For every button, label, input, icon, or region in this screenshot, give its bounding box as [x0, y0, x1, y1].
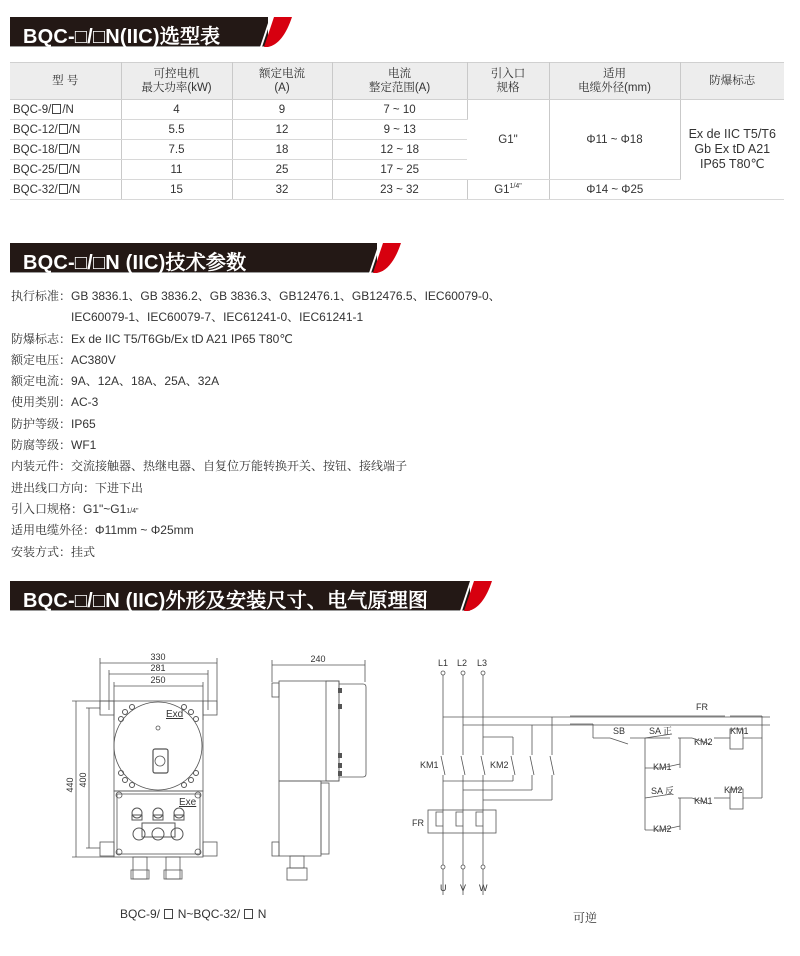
col-cable: 适用 电缆外径(mm): [549, 63, 680, 100]
spec-rated-current: 额定电流：9A、12A、18A、25A、32A: [11, 374, 220, 389]
cell-power: 15: [121, 180, 232, 200]
svg-text:Exd: Exd: [166, 709, 184, 720]
svg-text:FR: FR: [412, 818, 424, 828]
cell-range: 9 ~ 13: [332, 120, 467, 140]
cell-model: BQC-18/ /N: [10, 140, 121, 160]
svg-text:L3: L3: [477, 658, 488, 668]
cell-power: 4: [121, 100, 232, 120]
svg-text:KM2: KM2: [694, 737, 713, 747]
table-row: [10, 180, 784, 200]
svg-text:KM2: KM2: [490, 760, 509, 770]
svg-text:KM2: KM2: [653, 824, 672, 834]
cell-range: 23 ~ 32: [332, 180, 467, 200]
cell-ex-mark: Ex de IIC T5/T6 Gb Ex tD A21 IP65 T80℃: [680, 100, 784, 200]
side-view-drawing: [260, 640, 390, 900]
cell-range: 12 ~ 18: [332, 140, 467, 160]
svg-text:330: 330: [150, 652, 166, 662]
col-current: 额定电流 (A): [232, 63, 332, 100]
svg-text:KM1: KM1: [730, 726, 749, 736]
svg-text:KM1: KM1: [653, 762, 672, 772]
cell-inlet: G1": [467, 100, 549, 180]
svg-text:KM1: KM1: [694, 796, 713, 806]
spec-anticorrosion: 防腐等级：WF1: [11, 438, 97, 453]
spec-installation: 安装方式：挂式: [11, 544, 96, 559]
svg-text:281: 281: [150, 663, 166, 673]
spec-protection: 防护等级：IP65: [11, 416, 96, 431]
cell-power: 11: [121, 160, 232, 180]
section-title: BQC-□/□N (IIC)技术参数: [23, 252, 247, 274]
svg-text:L1: L1: [438, 658, 449, 668]
cell-current: 18: [232, 140, 332, 160]
svg-text:FR: FR: [696, 702, 708, 712]
svg-text:KM1: KM1: [420, 760, 439, 770]
banner-red-accent-icon: [367, 243, 407, 273]
spec-rated-voltage: 额定电压：AC380V: [11, 352, 116, 367]
spec-list: [11, 286, 501, 563]
col-ex-mark: 防爆标志: [680, 63, 784, 100]
cell-cable: Φ14 ~ Φ25: [549, 180, 680, 200]
section-banner-params: [10, 243, 400, 273]
spec-usage-category: 使用类别：AC-3: [11, 395, 99, 410]
cell-range: 7 ~ 10: [332, 100, 467, 120]
cell-current: 25: [232, 160, 332, 180]
cell-model: BQC-12/ /N: [10, 120, 121, 140]
svg-text:250: 250: [150, 675, 166, 685]
svg-text:U: U: [440, 883, 447, 893]
section-banner-drawing: [10, 581, 496, 611]
svg-text:440: 440: [65, 777, 75, 793]
spec-wiring-direction: 进出线口方向：下进下出: [11, 480, 144, 495]
spec-components: 内装元件：交流接触器、热继电器、自复位万能转换开关、按钮、接线端子: [11, 459, 408, 474]
banner-red-accent-icon: [258, 17, 298, 47]
banner-red-accent-icon: [458, 581, 498, 611]
svg-text:W: W: [479, 883, 488, 893]
spec-ex-mark: 防爆标志：Ex de IIC T5/T6Gb/Ex tD A21 IP65 T80℃: [11, 331, 293, 346]
col-power: 可控电机 最大功率(kW): [121, 63, 232, 100]
svg-text:240: 240: [310, 654, 326, 664]
spec-inlet: 引入口规格：G1"~G11/4": [11, 501, 139, 516]
cell-current: 12: [232, 120, 332, 140]
section-title: BQC-□/□N(IIC)选型表: [23, 26, 221, 48]
cell-power: 7.5: [121, 140, 232, 160]
front-view-caption: BQC-9/ N~BQC-32/ N: [120, 907, 267, 921]
svg-text:V: V: [460, 883, 467, 893]
col-model: 型 号: [10, 63, 121, 100]
cell-current: 9: [232, 100, 332, 120]
selection-table: [10, 62, 784, 200]
svg-text:400: 400: [78, 772, 88, 788]
cell-current: 32: [232, 180, 332, 200]
cell-cable: Φ11 ~ Φ18: [549, 100, 680, 180]
section-title: BQC-□/□N (IIC)外形及安装尺寸、电气原理图: [23, 590, 429, 612]
svg-text:SA 反: SA 反: [651, 786, 675, 796]
svg-text:KM2: KM2: [724, 785, 743, 795]
table-row: [10, 100, 784, 120]
cell-power: 5.5: [121, 120, 232, 140]
spec-standards-cont: IEC60079-1、IEC60079-7、IEC61241-0、IEC61241-1: [71, 310, 364, 325]
cell-model: BQC-9/ /N: [10, 100, 121, 120]
col-inlet: 引入口 规格: [467, 63, 549, 100]
cell-model: BQC-32/ /N: [10, 180, 121, 200]
svg-text:SB: SB: [613, 726, 626, 736]
svg-text:L2: L2: [457, 658, 468, 668]
table-header-row: [10, 63, 784, 100]
cell-inlet: $G1^{1/4"}$: [467, 180, 549, 200]
svg-text:SA 正: SA 正: [649, 726, 673, 736]
spec-cable-diameter: 适用电缆外径：Φ11mm ~ Φ25mm: [11, 523, 194, 538]
circuit-caption: 可逆: [573, 911, 598, 925]
cell-model: BQC-25/ /N: [10, 160, 121, 180]
spec-standards: 执行标准：GB 3836.1、GB 3836.2、GB 3836.3、GB12476.1、GB12476.5、IEC60079-0、: [11, 289, 501, 303]
circuit-diagram: [400, 640, 780, 900]
svg-text:Exe: Exe: [179, 797, 197, 808]
cell-range: 17 ~ 25: [332, 160, 467, 180]
col-range: 电流 整定范围(A): [332, 63, 467, 100]
front-view-drawing: [60, 640, 230, 900]
section-banner-selection: [10, 17, 292, 47]
